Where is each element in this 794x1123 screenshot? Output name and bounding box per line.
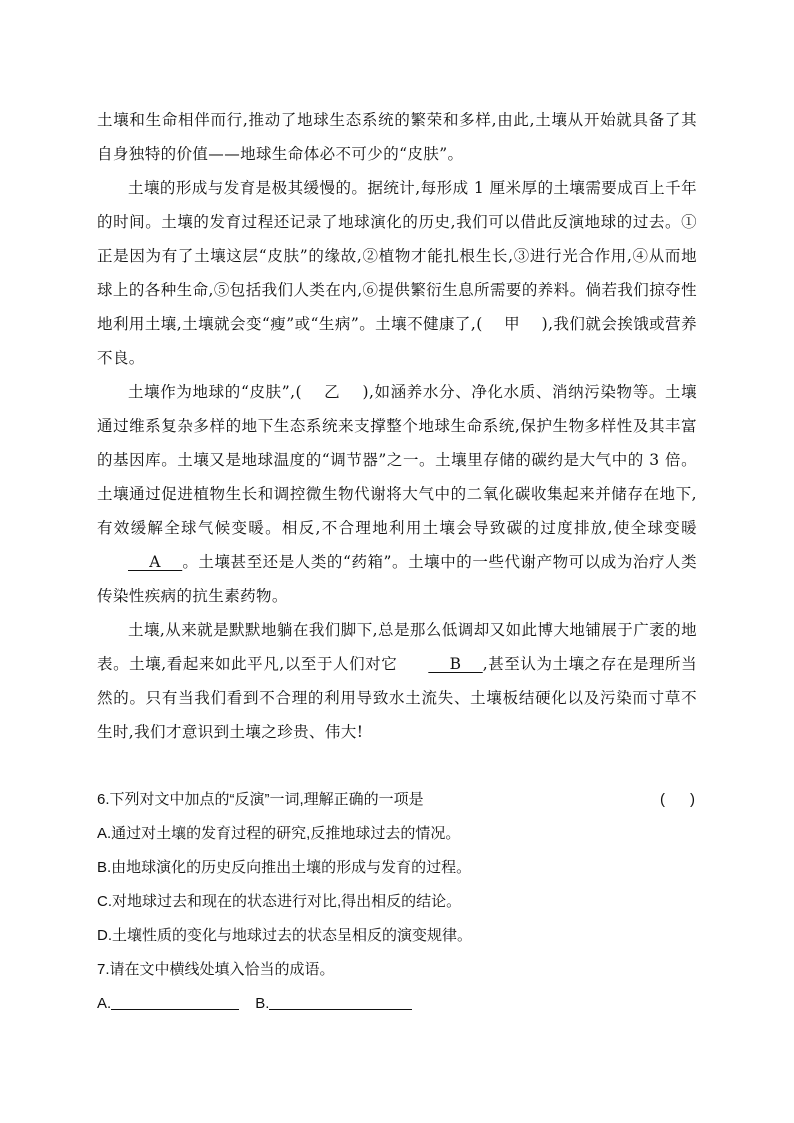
answer-line-b xyxy=(269,989,412,1010)
question-6-option-c: C.对地球过去和现在的状态进行对比,得出相反的结论。 xyxy=(97,893,462,910)
blank-jia: ( 甲 ) xyxy=(476,315,549,333)
question-6-stem-row xyxy=(97,783,697,817)
question-6-stem: 6.下列对文中加点的“反演”一词,理解正确的一项是 xyxy=(97,791,424,808)
blank-b: B xyxy=(428,655,483,673)
paragraph-3-text-c: 。土壤甚至还是人类的“药箱”。土壤中的一些代谢产物可以成为治疗人类传染性疾病的抗生素药物。 xyxy=(97,553,697,605)
question-7-label-b: B. xyxy=(255,995,270,1012)
paragraph-3-text-b: ,如涵养水分、净化水质、消纳污染物等。土壤通过维系复杂多样的地下生态系统来支撑整个地球生命系统,保护生物多样性及其丰富的基因库。土壤又是地球温度的“调节器”之一。土壤里存储的碳约是大气中的 3 倍。土壤通过促进植物生长和调控微生物代谢将大气中的二氧化碳收集起来并储存在地下,有效缓解全球气候变暖。相反,不合理地利用土壤会导致碳的过度排放,使全球变暖 xyxy=(97,383,697,537)
reading-passage xyxy=(97,103,697,749)
paragraph-3-text-a: 土壤作为地球的“皮肤”, xyxy=(128,383,296,401)
question-6-option-a: A.通过对土壤的发育过程的研究,反推地球过去的情况。 xyxy=(97,825,461,842)
question-7-answer-row xyxy=(97,987,697,1021)
question-6-option-d: D.土壤性质的变化与地球过去的状态呈相反的演变规律。 xyxy=(97,927,473,944)
paragraph-4 xyxy=(97,613,697,749)
question-6-answer-paren: ( ) xyxy=(660,791,695,808)
blank-yi: ( 乙 ) xyxy=(295,383,369,401)
question-7-label-a: A. xyxy=(97,995,112,1012)
paragraph-1 xyxy=(97,103,697,171)
paragraph-2 xyxy=(97,171,697,375)
paragraph-2-text-b: ,我们就会挨饿或营养不良。 xyxy=(97,315,697,367)
paragraph-4-text-a: 土壤,从来就是默默地躺在我们脚下,总是那么低调却又如此博大地铺展于广袤的地表。土壤,看起来如此平凡,以至于人们对它 xyxy=(97,621,697,673)
answer-line-a xyxy=(111,989,239,1010)
question-7-stem: 7.请在文中横线处填入恰当的成语。 xyxy=(97,961,335,978)
paragraph-3 xyxy=(97,375,697,613)
paragraph-4-text-b: ,甚至认为土壤之存在是理所当然的。只有当我们看到不合理的利用导致水土流失、土壤板结硬化以及污染而寸草不生时,我们才意识到土壤之珍贵、伟大! xyxy=(97,655,698,741)
paragraph-1-text: 土壤和生命相伴而行,推动了地球生态系统的繁荣和多样,由此,土壤从开始就具备了其自身独特的价值——地球生命体必不可少的“皮肤”。 xyxy=(97,111,697,163)
questions-section xyxy=(97,783,697,1021)
paragraph-2-text-a: 土壤的形成与发育是极其缓慢的。据统计,每形成 1 厘米厚的土壤需要成百上千年的时间。土壤的发育过程还记录了地球演化的历史,我们可以借此反演地球的过去。①正是因为有了土壤这层“皮肤”的缘故,②植物才能扎根生长,③进行光合作用,④从而地球上的各种生命,⑤包括我们人类在内,⑥提供繁衍生息所需要的养料。倘若我们掠夺性地利用土壤,土壤就会变“瘦”或“生病”。土壤不健康了, xyxy=(97,179,697,333)
blank-a: A xyxy=(128,553,183,571)
question-6-option-b: B.由地球演化的历史反向推出土壤的形成与发育的过程。 xyxy=(97,859,472,876)
